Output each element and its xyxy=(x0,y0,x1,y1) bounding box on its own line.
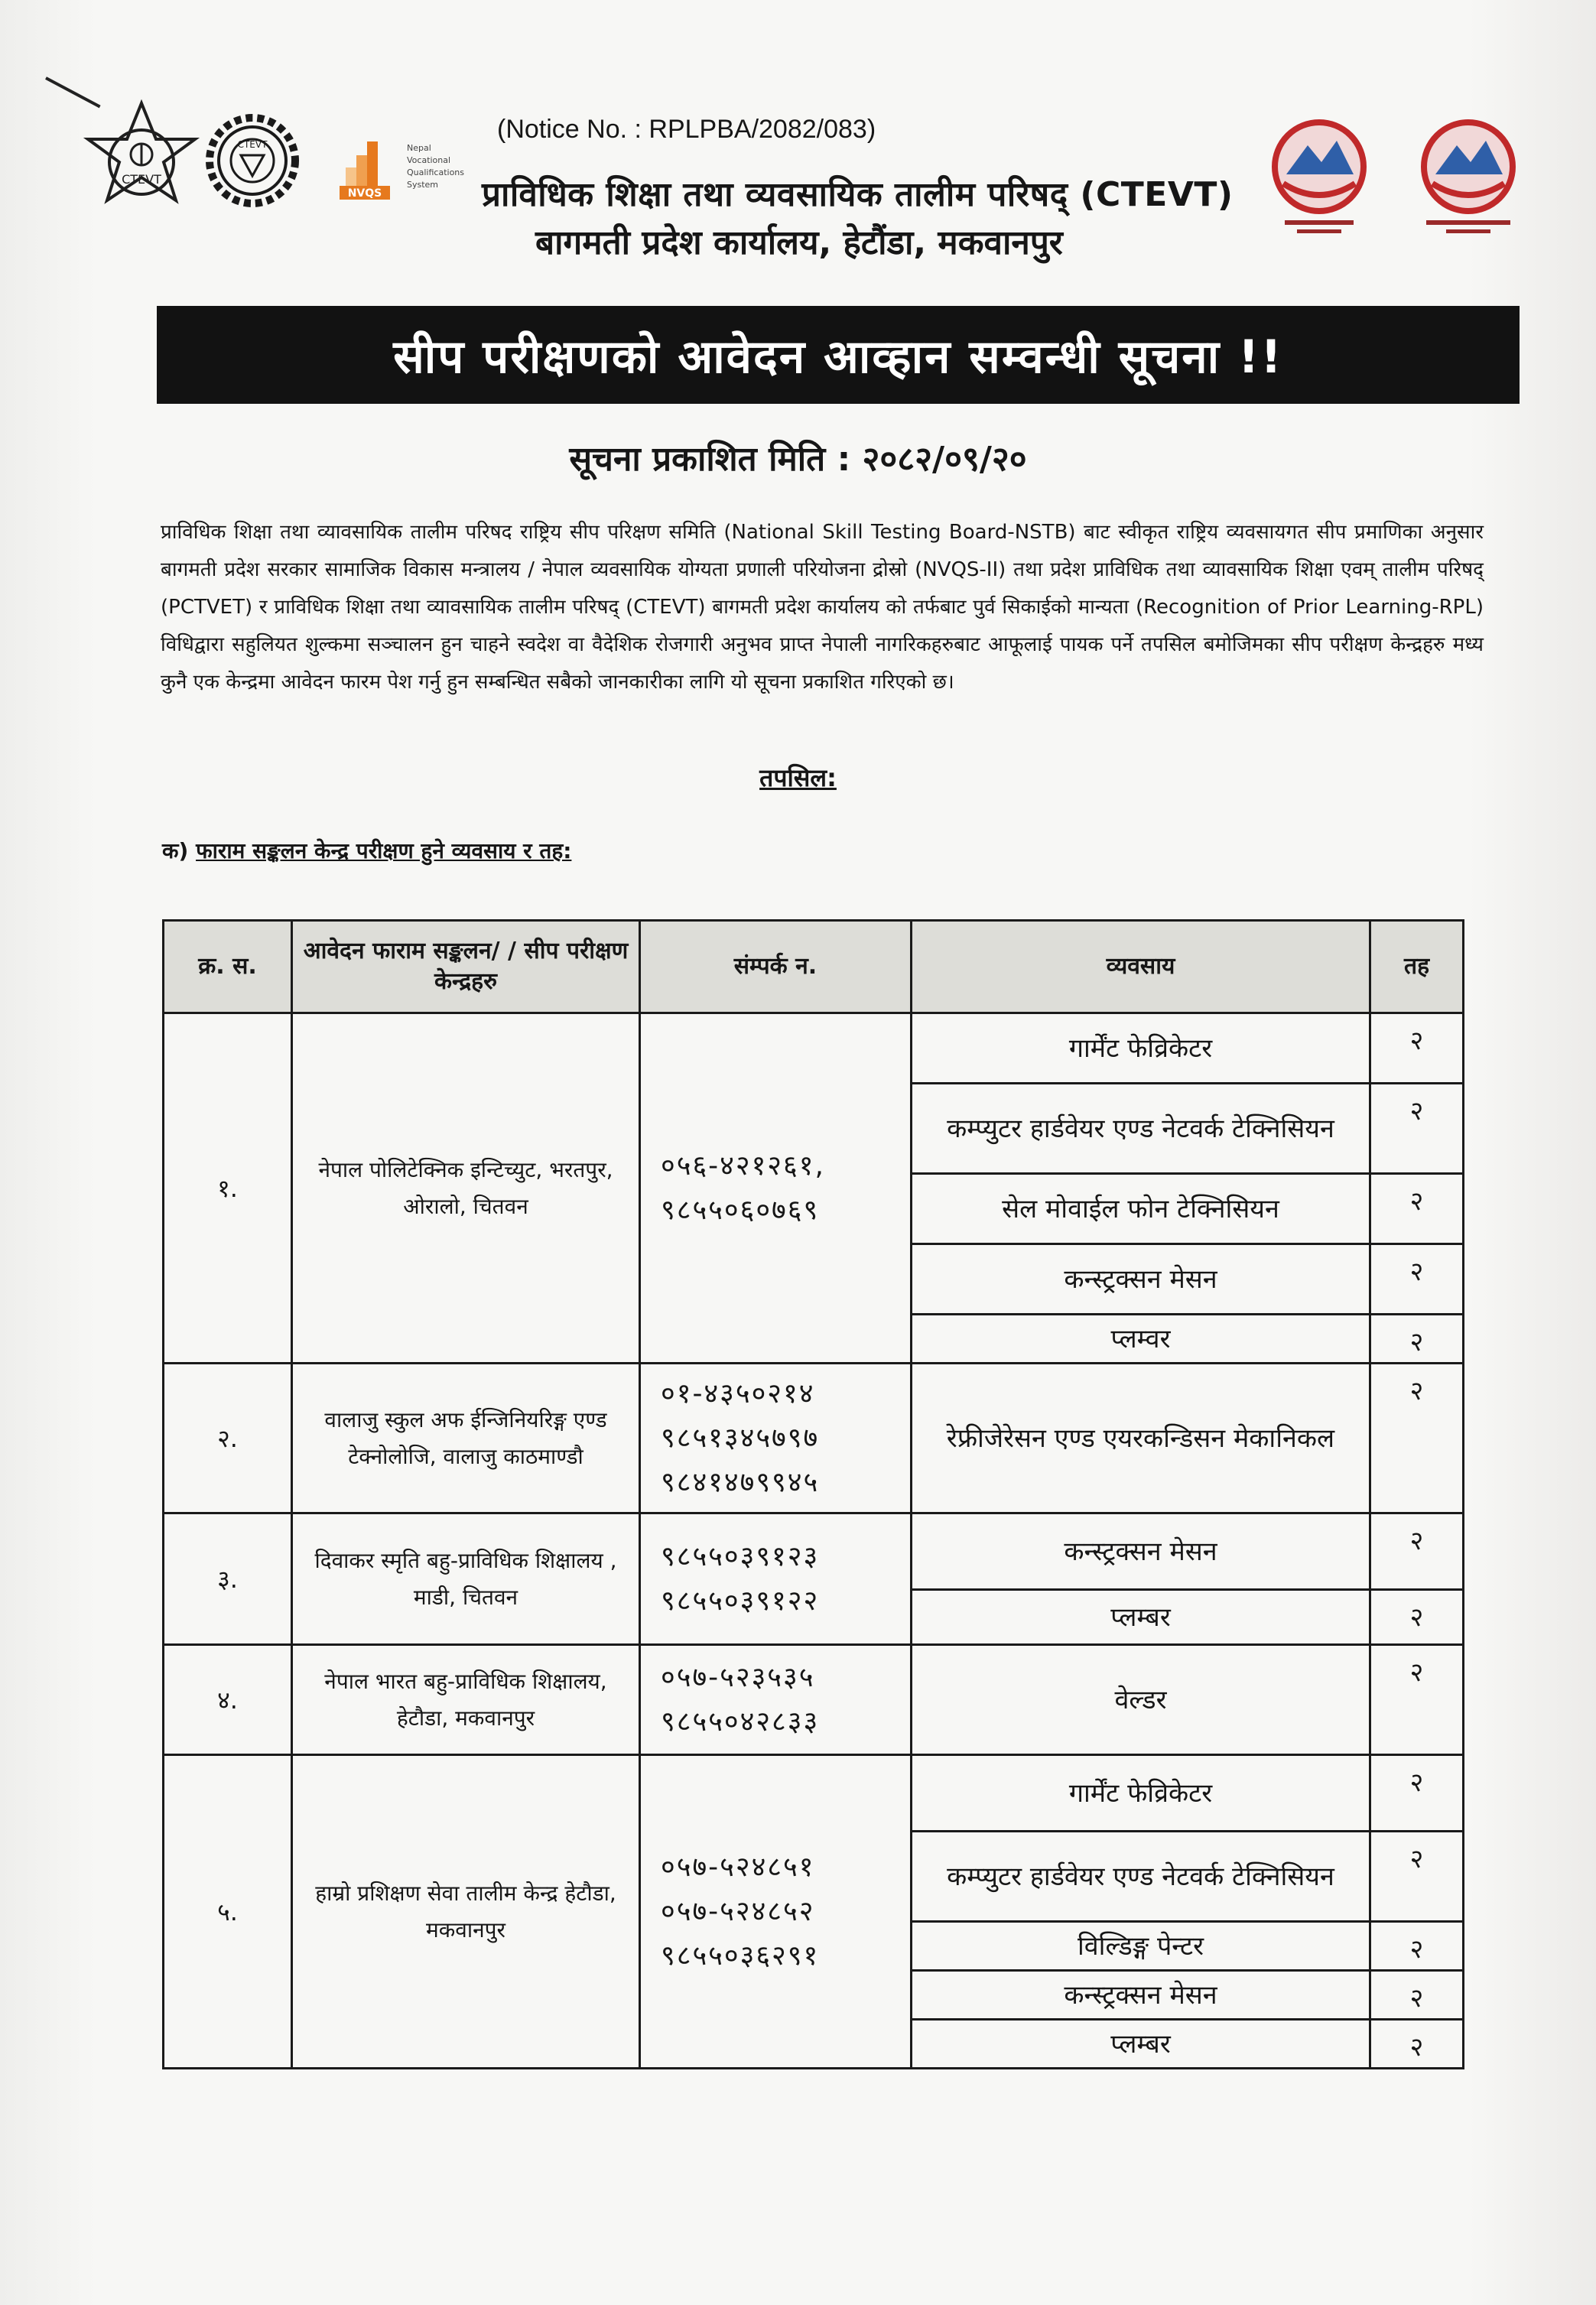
row-center: वालाजु स्कुल अफ ईन्जिनियरिङ्ग एण्ड टेक्नोलोजि, वालाजु काठमाण्डौ xyxy=(292,1364,640,1513)
occupation-cell: प्लम्बर xyxy=(912,2020,1370,2069)
nvqs-caption-1: Nepal xyxy=(407,143,431,153)
occupation-cell: कन्स्ट्रक्सन मेसन xyxy=(912,1244,1370,1315)
level-cell: २ xyxy=(1370,1590,1464,1645)
contact-number: ०५७-५२३५३५ xyxy=(661,1661,815,1693)
row-center: नेपाल पोलिटेक्निक इन्टिच्युट, भरतपुर, ओरालो, चितवन xyxy=(292,1013,640,1364)
nvqs-caption-4: System xyxy=(407,180,439,190)
occupation-cell: रेफ्रीजेरेसन एण्ड एयरकन्डिसन मेकानिकल xyxy=(912,1364,1370,1513)
level-cell: २ xyxy=(1370,1513,1464,1590)
row-center: नेपाल भारत बहु-प्राविधिक शिक्षालय, हेटौडा, मकवानपुर xyxy=(292,1645,640,1755)
section-a-title: फाराम सङ्कलन केन्द्र परीक्षण हुने व्यवसाय र तह: xyxy=(196,838,572,863)
contact-number: ९८४१४७९९४५ xyxy=(661,1466,820,1498)
level-cell: २ xyxy=(1370,1174,1464,1244)
table-row xyxy=(164,1364,1464,1513)
row-contacts xyxy=(640,1513,912,1645)
row-contacts xyxy=(640,1755,912,2069)
header-occupation: व्यवसाय xyxy=(912,921,1370,1013)
svg-text:CTEVT: CTEVT xyxy=(237,139,268,150)
organization-name: प्राविधिक शिक्षा तथा व्यवसायिक तालीम परिषद् (CTEVT) xyxy=(482,175,1234,214)
header-level: तह xyxy=(1370,921,1464,1013)
table-row xyxy=(164,1645,1464,1755)
contact-number: ९८५५०३६२९१ xyxy=(661,1939,820,1972)
row-center: हाम्रो प्रशिक्षण सेवा तालीम केन्द्र हेटौडा, मकवानपुर xyxy=(292,1755,640,2069)
occupation-cell: गार्मेंट फेव्रिकेटर xyxy=(912,1013,1370,1084)
occupation-cell: कम्प्युटर हार्डवेयर एण्ड नेटवर्क टेक्निसियन xyxy=(912,1832,1370,1922)
contact-number: ९८५१३४५७९७ xyxy=(661,1422,820,1454)
occupation-cell: गार्मेंट फेव्रिकेटर xyxy=(912,1755,1370,1832)
notice-number: (Notice No. : RPLPBA/2082/083) xyxy=(497,115,876,144)
contact-number: ९८५५०६०७६९ xyxy=(661,1194,820,1226)
row-contacts xyxy=(640,1645,912,1755)
row-sn: ४. xyxy=(164,1645,292,1755)
nvqs-logo xyxy=(336,134,482,203)
contact-number: ०५७-५२४८५२ xyxy=(661,1895,815,1927)
row-contacts xyxy=(640,1013,912,1364)
occupation-cell: सेल मोवाईल फोन टेक्निसियन xyxy=(912,1174,1370,1244)
occupation-cell: प्लम्वर xyxy=(912,1315,1370,1364)
header-center: आवेदन फाराम सङ्कलन/ / सीप परीक्षण केन्द्रहरु xyxy=(292,921,640,1013)
contact-number: ०१-४३५०२१४ xyxy=(661,1377,815,1409)
section-a-prefix: क) xyxy=(162,838,189,863)
table-row xyxy=(164,1513,1464,1590)
table-header-row xyxy=(164,921,1464,1013)
province-seal-logo-2 xyxy=(1403,115,1533,237)
emblem-text: CTEVT xyxy=(122,172,161,187)
occupation-cell: वेल्डर xyxy=(912,1645,1370,1755)
level-cell: २ xyxy=(1370,1084,1464,1174)
contact-number: ९८५५०३९१२३ xyxy=(661,1540,820,1572)
occupation-cell: कम्प्युटर हार्डवेयर एण्ड नेटवर्क टेक्निसियन xyxy=(912,1084,1370,1174)
row-sn: १. xyxy=(164,1013,292,1364)
row-sn: ३. xyxy=(164,1513,292,1645)
header-contact: संम्पर्क न. xyxy=(640,921,912,1013)
level-cell: २ xyxy=(1370,1922,1464,1971)
row-sn: २. xyxy=(164,1364,292,1513)
contact-number: ९८५५०४२८३३ xyxy=(661,1705,820,1738)
row-sn: ५. xyxy=(164,1755,292,2069)
occupation-cell: कन्स्ट्रक्सन मेसन xyxy=(912,1971,1370,2020)
level-cell: २ xyxy=(1370,1364,1464,1513)
level-cell: २ xyxy=(1370,1013,1464,1084)
details-heading: तपसिल: xyxy=(759,763,837,792)
occupation-cell: कन्स्ट्रक्सन मेसन xyxy=(912,1513,1370,1590)
level-cell: २ xyxy=(1370,1971,1464,2020)
level-cell: २ xyxy=(1370,1645,1464,1755)
ctevt-gear-logo xyxy=(203,111,302,210)
contact-number: ०५७-५२४८५१ xyxy=(661,1851,815,1883)
section-a-heading xyxy=(162,836,571,865)
occupation-cell: विल्डिङ्ग पेन्टर xyxy=(912,1922,1370,1971)
contact-number: ०५६-४२१२६१, xyxy=(661,1149,825,1182)
row-contacts xyxy=(640,1364,912,1513)
level-cell: २ xyxy=(1370,1832,1464,1922)
publish-date: सूचना प्रकाशित मिति : २०८२/०९/२० xyxy=(569,440,1027,479)
contact-number: ९८५५०३९१२२ xyxy=(661,1585,820,1617)
level-cell: २ xyxy=(1370,1244,1464,1315)
table-row xyxy=(164,1013,1464,1084)
nvqs-caption-3: Qualifications xyxy=(407,167,465,177)
row-center: दिवाकर स्मृति बहु-प्राविधिक शिक्षालय , माडी, चितवन xyxy=(292,1513,640,1645)
header-sn: क्र. स. xyxy=(164,921,292,1013)
nepal-emblem-logo xyxy=(76,99,206,229)
notice-title-banner xyxy=(157,306,1520,404)
nvqs-logo-text: NVQS xyxy=(347,187,382,200)
occupation-cell: प्लम्बर xyxy=(912,1590,1370,1645)
nvqs-caption-2: Vocational xyxy=(407,155,451,165)
intro-paragraph: प्राविधिक शिक्षा तथा व्यावसायिक तालीम परिषद राष्ट्रिय सीप परिक्षण समिति (National Skill Testing Board-NSTB) बाट स्वीकृत राष्ट्रिय व्यवसायगत सीप प्रमाणिका अनुसार बागमती प्रदेश सरकार सामाजिक विकास मन्त्रालय / नेपाल व्यवसायिक योग्यता प्रणाली परियोजना द्रोस्रो (NVQS-II) तथा प्रदेश प्राविधिक तथा व्यावसायिक शिक्षा एवम् तालीम परिषद् (PCTVET) र प्राविधिक शिक्षा तथा व्यावसायिक तालीम परिषद् (CTEVT) बागमती प्रदेश कार्यालय को तर्फबाट पुर्व सिकाईको मान्यता (Recognition of Prior Learning-RPL) विधिद्वारा सहुलियत शुल्कमा सञ्चालन हुन चाहने स्वदेश वा वैदेशिक रोजगारी अनुभव प्राप्त नेपाली नागरिकहरुबाट आफूलाई पायक पर्ने तपसिल बमोजिमका सीप परीक्षण केन्द्रहरु मध्य कुनै एक केन्द्रमा आवेदन फारम पेश गर्नु हुन सम्बन्धित सबैको जानकारीका लागि यो सूचना प्रकाशित गरिएको छ। xyxy=(161,521,1484,694)
table-row xyxy=(164,1755,1464,1832)
test-centers-table xyxy=(162,919,1464,2069)
level-cell: २ xyxy=(1370,2020,1464,2069)
province-seal-logo-1 xyxy=(1254,115,1384,237)
level-cell: २ xyxy=(1370,1315,1464,1364)
office-address: बागमती प्रदेश कार्यालय, हेटौंडा, मकवानपुर xyxy=(535,223,1063,262)
notice-title: सीप परीक्षणको आवेदन आव्हान सम्वन्धी सूचना !! xyxy=(393,330,1283,384)
level-cell: २ xyxy=(1370,1755,1464,1832)
